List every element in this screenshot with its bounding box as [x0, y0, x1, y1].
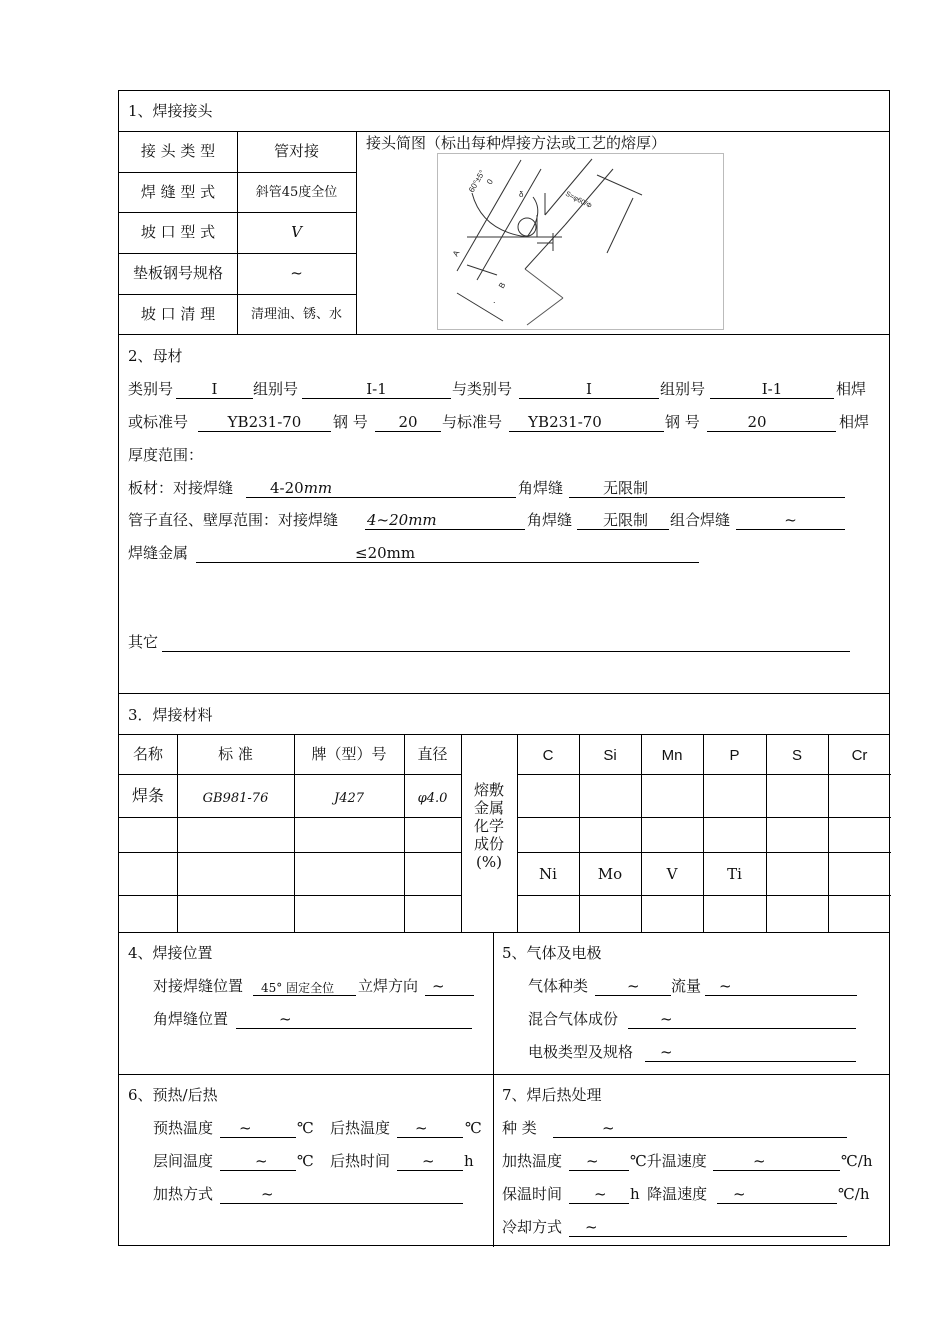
welding-procedure-form: [118, 90, 890, 1246]
divider: [517, 774, 891, 775]
chem-composition-label: [461, 783, 517, 870]
divider: [119, 734, 889, 735]
divider: [641, 734, 642, 932]
interpass-temp-unit: ℃: [297, 1152, 314, 1170]
joint-type-value: 管对接: [273, 142, 319, 160]
divider: [703, 734, 704, 932]
standard-no-label: 或标准号: [128, 413, 189, 431]
divider: [294, 734, 295, 932]
vertical-direction-label: 立焊方向: [358, 977, 419, 995]
element-cr: Cr: [851, 747, 868, 764]
interpass-temp-label: 层间温度: [153, 1152, 214, 1170]
heating-method-label: 加热方式: [153, 1185, 214, 1203]
weld-form-value: 斜管45度全位: [255, 185, 338, 200]
underline: [220, 1170, 296, 1171]
underline: [236, 1028, 472, 1029]
underline: [519, 398, 659, 399]
butt-weld-position-label: 对接焊缝位置: [153, 977, 244, 995]
material-header-brand: 牌（型）号: [311, 745, 387, 763]
divider: [404, 734, 405, 932]
section3-title: 3．焊接材料: [128, 706, 213, 724]
element-ti: Ti: [727, 865, 742, 883]
combined-weld-label: 组合焊缝: [670, 511, 731, 529]
divider: [517, 817, 891, 818]
heating-rate-unit: ℃/h: [841, 1152, 873, 1170]
preheat-temp-label: 预热温度: [153, 1119, 214, 1137]
postheat-temp-value: ~: [415, 1119, 428, 1137]
postheat-time-label: 后热时间: [330, 1152, 391, 1170]
underline: [736, 529, 845, 530]
heating-temp-value: ~: [586, 1152, 599, 1170]
element-s: S: [791, 747, 802, 764]
joint-sketch-diagram: [437, 153, 724, 330]
weld-with-label: 相焊: [836, 380, 867, 398]
underline: [569, 497, 845, 498]
underline: [365, 529, 525, 530]
pwht-type-value: ~: [602, 1119, 615, 1137]
divider: [493, 932, 494, 1247]
element-p: P: [729, 747, 740, 764]
vertical-direction-value: ~: [432, 977, 445, 995]
divider: [517, 734, 518, 932]
underline: [397, 1170, 463, 1171]
postheat-temp-unit: ℃: [465, 1119, 482, 1137]
section2-title: 2、母材: [128, 347, 183, 365]
underline: [628, 1028, 856, 1029]
material-standard-cell: GB981-76: [202, 791, 269, 806]
fillet-weld-position-value: ~: [279, 1010, 292, 1028]
divider: [177, 734, 178, 932]
material-header-standard: 标 准: [218, 745, 253, 763]
underline: [198, 431, 331, 432]
underline: [196, 562, 699, 563]
sketch-b-label: B: [496, 280, 508, 290]
other-label: 其它: [128, 633, 159, 651]
joint-sketch-title: 接头简图（标出每种焊接方法或工艺的熔厚）: [366, 134, 667, 152]
butt-weld-position-value: 45° 固定全位: [261, 981, 335, 995]
backing-plate-value: ~: [290, 264, 303, 282]
section7-title: 7、焊后热处理: [502, 1086, 602, 1104]
standard-no-value: YB231-70: [227, 413, 302, 431]
underline: [397, 1137, 463, 1138]
underline: [710, 398, 834, 399]
material-header-name: 名称: [132, 745, 163, 763]
divider: [119, 212, 356, 213]
underline: [645, 1061, 856, 1062]
section4-title: 4、焊接位置: [128, 944, 213, 962]
section5-title: 5、气体及电极: [502, 944, 602, 962]
underline: [509, 431, 664, 432]
chem-label-line: (%): [476, 853, 502, 871]
sketch-thickness-label: δ: [519, 190, 524, 199]
plate-butt-weld-value: 4-20mm: [270, 479, 333, 497]
cooling-method-value: ~: [585, 1218, 598, 1236]
element-si: Si: [603, 747, 617, 764]
sketch-dot: .: [493, 295, 496, 305]
steel-no-label: 钢 号: [333, 413, 368, 431]
underline: [595, 995, 671, 996]
steel-no-label-2: 钢 号: [665, 413, 700, 431]
pipe-fillet-weld-label: 角焊缝: [527, 511, 573, 529]
underline: [569, 1236, 847, 1237]
electrode-type-value: ~: [660, 1043, 673, 1061]
group-no-value: Ⅰ-1: [366, 380, 387, 398]
sketch-a-label: A: [450, 248, 462, 258]
divider: [119, 131, 889, 132]
divider: [119, 693, 889, 694]
element-mn: Mn: [661, 747, 683, 764]
weld-metal-label: 焊缝金属: [128, 544, 189, 562]
weld-form-label: 焊 缝 型 式: [140, 183, 216, 201]
mixed-gas-value: ~: [660, 1010, 673, 1028]
divider: [766, 734, 767, 932]
cooling-rate-value: ~: [733, 1185, 746, 1203]
postheat-temp-label: 后热温度: [330, 1119, 391, 1137]
underline: [253, 995, 356, 996]
divider: [119, 334, 889, 335]
fillet-weld-position-label: 角焊缝位置: [153, 1010, 229, 1028]
heating-method-value: ~: [261, 1185, 274, 1203]
weld-metal-value: ≤20mm: [355, 544, 416, 562]
divider: [579, 734, 580, 932]
underline: [569, 1170, 629, 1171]
material-diameter-cell: φ4.0: [417, 791, 448, 806]
divider: [119, 253, 356, 254]
combined-weld-value: ~: [784, 511, 797, 529]
with-category-label: 与类别号: [452, 380, 513, 398]
material-header-diameter: 直径: [417, 745, 448, 763]
sketch-angle-label: 60°±5°: [466, 168, 487, 194]
plate-fillet-weld-label: 角焊缝: [518, 479, 564, 497]
steel-no-value-2: 20: [747, 413, 767, 431]
groove-cleaning-value: 清理油、锈、水: [250, 307, 342, 322]
section6-title: 6、预热/后热: [128, 1086, 218, 1104]
gas-type-label: 气体种类: [528, 977, 589, 995]
cooling-rate-unit: ℃/h: [838, 1185, 870, 1203]
groove-cleaning-label: 坡 口 清 理: [140, 305, 216, 323]
divider: [119, 172, 356, 173]
element-mo: Mo: [597, 865, 623, 883]
divider: [119, 774, 461, 775]
steel-no-value: 20: [398, 413, 418, 431]
joint-type-label: 接 头 类 型: [140, 142, 216, 160]
group-no-label-2: 组别号: [660, 380, 706, 398]
category-no-value: Ⅰ: [211, 380, 218, 398]
chem-label-line: 熔敷: [473, 781, 504, 799]
chem-label-line: 金属: [473, 799, 504, 817]
category-no-label: 类别号: [128, 380, 174, 398]
underline: [425, 995, 474, 996]
sketch-spec-label: S=φ60/Φ: [564, 190, 593, 211]
underline: [707, 431, 836, 432]
plate-fillet-weld-value: 无限制: [603, 479, 649, 497]
groove-type-label: 坡 口 型 式: [140, 223, 216, 241]
pwht-type-label: 种 类: [502, 1119, 537, 1137]
divider: [119, 852, 461, 853]
heating-rate-label: ℃升温速度: [630, 1152, 707, 1170]
divider: [119, 817, 461, 818]
divider: [356, 131, 357, 334]
element-ni: Ni: [539, 865, 557, 883]
mixed-gas-label: 混合气体成份: [528, 1010, 619, 1028]
underline: [302, 398, 451, 399]
group-no-label: 组别号: [253, 380, 299, 398]
underline: [176, 398, 253, 399]
electrode-type-label: 电极类型及规格: [528, 1043, 634, 1061]
plate-butt-weld-label: 板材：对接焊缝: [128, 479, 234, 497]
divider: [828, 734, 829, 932]
cooling-rate-label: h 降温速度: [630, 1185, 708, 1203]
divider: [119, 294, 356, 295]
with-standard-label: 与标准号: [442, 413, 503, 431]
underline: [375, 431, 441, 432]
section1-title: 1、焊接接头: [128, 102, 213, 120]
with-category-value: Ⅰ: [586, 380, 592, 398]
heating-rate-value: ~: [753, 1152, 766, 1170]
divider: [517, 852, 891, 853]
underline: [220, 1137, 296, 1138]
sketch-angle-label: 0: [484, 177, 495, 186]
with-standard-value: YB231-70: [528, 413, 602, 431]
weld-with-label-2: 相焊: [839, 413, 870, 431]
material-brand-cell: J427: [333, 791, 365, 806]
underline: [705, 995, 857, 996]
postheat-time-value: ~: [422, 1152, 435, 1170]
underline: [717, 1203, 837, 1204]
heating-temp-label: 加热温度: [502, 1152, 563, 1170]
chem-label-line: 成份: [473, 835, 504, 853]
element-v: V: [666, 865, 678, 883]
divider: [119, 1074, 889, 1075]
underline: [162, 651, 850, 652]
preheat-temp-unit: ℃: [297, 1119, 314, 1137]
underline: [220, 1203, 463, 1204]
underline: [569, 1203, 629, 1204]
divider: [119, 932, 889, 933]
material-name-cell: 焊条: [131, 786, 164, 805]
backing-plate-label: 垫板钢号规格: [132, 264, 223, 282]
pipe-fillet-weld-value: 无限制: [603, 511, 649, 529]
thickness-range-label: 厚度范围：: [128, 446, 204, 464]
pipe-butt-weld-label: 管子直径、壁厚范围：对接焊缝: [128, 511, 339, 529]
postheat-time-unit: h: [464, 1152, 474, 1170]
underline: [246, 497, 516, 498]
preheat-temp-value: ~: [239, 1119, 252, 1137]
pipe-butt-weld-value: 4~20mm: [367, 511, 437, 529]
chem-label-line: 化学: [473, 817, 504, 835]
holding-time-label: 保温时间: [502, 1185, 563, 1203]
underline: [713, 1170, 840, 1171]
groove-type-value: V: [291, 223, 302, 241]
interpass-temp-value: ~: [255, 1152, 268, 1170]
element-c: C: [542, 747, 554, 764]
flow-rate-label: 流量: [671, 977, 702, 995]
holding-time-value: ~: [594, 1185, 607, 1203]
group-no-value-2: Ⅰ-1: [761, 380, 783, 398]
flow-rate-value: ~: [719, 977, 732, 995]
divider: [517, 895, 891, 896]
gas-type-value: ~: [627, 977, 640, 995]
divider: [119, 895, 461, 896]
cooling-method-label: 冷却方式: [502, 1218, 563, 1236]
underline: [553, 1137, 847, 1138]
underline: [577, 529, 669, 530]
